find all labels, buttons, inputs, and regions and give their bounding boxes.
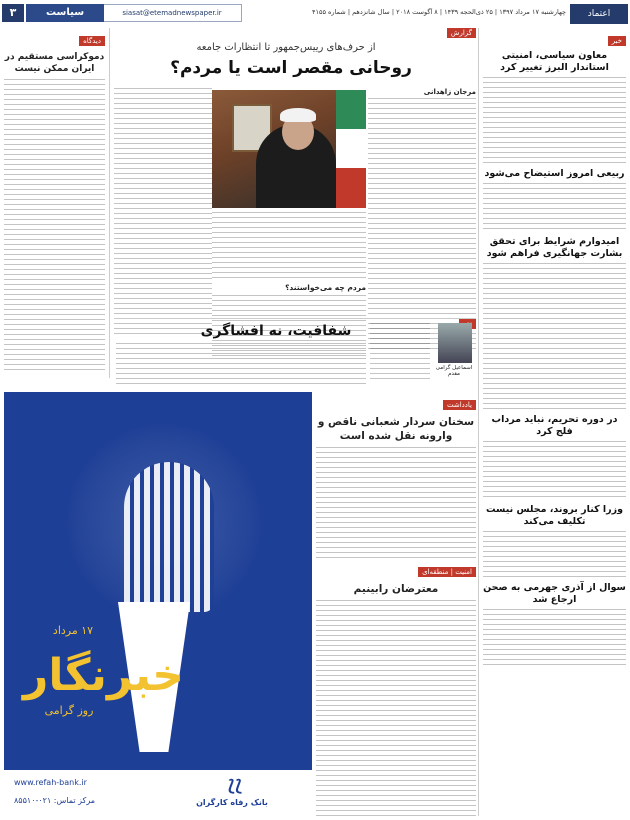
section-tag: یادداشت: [443, 400, 476, 410]
article-body: [483, 183, 626, 233]
page-number: ۳: [2, 4, 24, 22]
microphone-icon: [124, 462, 214, 612]
article-headline: معترضان رابینیم: [353, 583, 439, 595]
brief-headline: معاون سیاسی، امنیتی استاندار البرز تغییر کرد: [500, 50, 609, 73]
story-subhead: مردم چه می‌خواستند؟: [285, 283, 366, 292]
section-tag: گزارش: [447, 28, 476, 38]
person-turban: [280, 108, 316, 122]
story-column-right: [368, 88, 476, 352]
bank-logo-icon: ⟆⟆: [227, 776, 243, 795]
article-body: [368, 98, 476, 352]
section-tag: خبر: [608, 36, 626, 46]
article-body: [483, 609, 626, 669]
opinion-headline: دموکراسی مستقیم در ایران ممکن نیست: [4, 52, 105, 74]
section-name: سیاست: [26, 4, 104, 22]
section-email: siasat@etemadnewspaper.ir: [102, 4, 242, 22]
ad-title: خبرنگار: [22, 650, 184, 701]
brief-headline: امیدوارم شرایط برای تحقق بشارت جهانگیری فراهم شود: [486, 236, 623, 259]
brief-headline: ربیعی امروز استیضاح می‌شود: [484, 168, 625, 179]
article-body: [116, 343, 366, 385]
author-name: اسماعیل گرامی مقدم: [435, 365, 473, 377]
story-column-left: [114, 88, 212, 336]
newspaper-logo: اعتماد: [570, 4, 628, 24]
story-headline: شفافیت، نه افشاگری: [200, 323, 352, 339]
dateline: چهارشنبه ۱۷ مرداد ۱۳۹۷ | ۲۵ ذی‌الحجه ۱۴۳۹ | ۸ آگوست ۲۰۱۸ | سال شانزدهم | شماره ۴۱۵۵: [311, 8, 566, 16]
section-tag: دیدگاه: [79, 36, 105, 46]
opinion-column: [4, 28, 110, 378]
author-photo: [438, 323, 472, 363]
article-body: [316, 600, 476, 820]
ad-subtitle: روز گرامی: [44, 704, 94, 717]
brief-headline: در دوره تحریم، نباید مرداب فلج کرد: [491, 414, 618, 437]
news-brief-column: [478, 28, 626, 816]
second-story: [114, 318, 476, 388]
flag-graphic: [336, 90, 366, 208]
article-body: [4, 79, 105, 371]
story-photo: [212, 90, 366, 208]
bank-name: بانک رفاه کارگران: [196, 798, 268, 807]
byline: مرجان زاهدانی: [423, 88, 476, 96]
article-body: [370, 323, 430, 383]
ad-date: ۱۷ مرداد: [52, 624, 94, 637]
brief-headline: سوال از آذری جهرمی به صحن ارجاع شد: [483, 582, 626, 605]
page-header: [2, 2, 628, 26]
article-headline: سخنان سردار شعبانی ناقص و وارونه نقل شده است: [317, 416, 475, 442]
article-body: [483, 531, 626, 579]
ad-footer: [4, 770, 312, 816]
story-headline: روحانی مقصر است یا مردم؟: [170, 58, 412, 78]
bank-website[interactable]: www.refah-bank.ir: [14, 778, 87, 787]
bank-phone: مرکز تماس: ۰۲۱-۸۵۵۱۰: [14, 796, 96, 805]
article-body: [316, 447, 476, 559]
article-body: [483, 263, 626, 411]
mid-articles-column: [316, 392, 476, 816]
story-kicker: از حرف‌های رییس‌جمهور تا انتظارات جامعه: [196, 42, 376, 53]
article-body: [483, 441, 626, 501]
bank-advertisement: [4, 392, 312, 816]
brief-headline: وزرا کنار بروند، مجلس نیست تکلیف می‌کند: [485, 504, 624, 527]
article-body: [483, 77, 626, 165]
article-body: [114, 88, 212, 336]
article-body: [212, 212, 366, 280]
section-tag: امنیت | منطقه‌ای: [418, 567, 476, 577]
main-story: [114, 28, 476, 318]
